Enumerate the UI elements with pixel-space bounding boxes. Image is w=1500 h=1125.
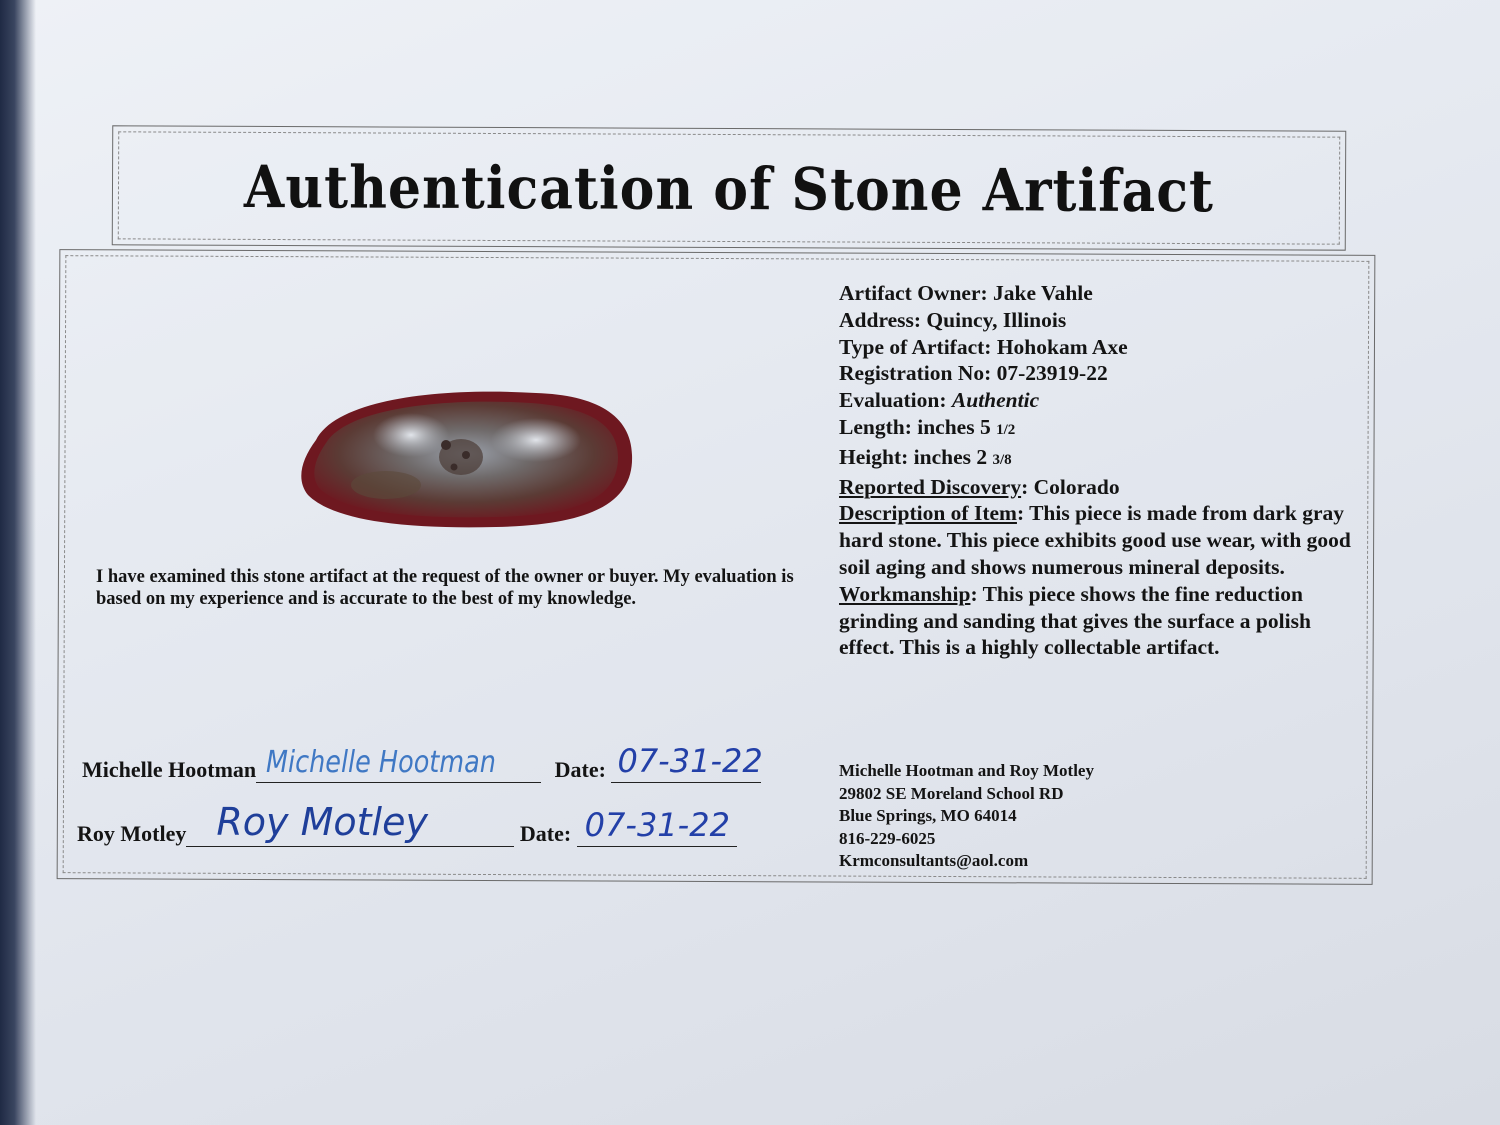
registration-row xyxy=(839,360,1359,387)
title-frame xyxy=(112,125,1347,250)
discovery-row xyxy=(839,474,1359,501)
type-value: Hohokam Axe xyxy=(996,334,1128,359)
owner-row xyxy=(839,280,1359,307)
height-fraction: 3/8 xyxy=(992,451,1012,468)
signature-row-roy xyxy=(77,800,737,847)
evaluation-label: Evaluation: xyxy=(839,388,947,413)
discovery-value: : Colorado xyxy=(1021,474,1120,499)
owner-value: Jake Vahle xyxy=(993,281,1093,305)
signature-line xyxy=(256,745,541,783)
artifact-details xyxy=(839,280,1359,661)
workmanship-paragraph xyxy=(839,581,1359,661)
handwritten-signature: Michelle Hootman xyxy=(266,745,497,780)
artifact-photo xyxy=(296,385,636,530)
contact-block xyxy=(839,760,1259,873)
discovery-label: Reported Discovery xyxy=(839,474,1022,499)
contact-names: Michelle Hootman and Roy Motley xyxy=(839,761,1094,780)
signature-row-michelle xyxy=(82,742,763,783)
description-paragraph xyxy=(839,500,1359,580)
date-label: Date: xyxy=(554,757,606,782)
length-label: Length: inches 5 xyxy=(839,414,991,439)
address-row xyxy=(839,307,1359,334)
contact-street: 29802 SE Moreland School RD xyxy=(839,783,1064,803)
length-row xyxy=(839,414,1359,444)
signer-name: Roy Motley xyxy=(77,821,187,846)
type-row xyxy=(839,334,1359,361)
workmanship-value: : This piece shows the fine reduction grinding and sanding that gives the surface a polish effect. This is a highly collectable artifact. xyxy=(839,581,1311,660)
address-label: Address: xyxy=(839,307,922,332)
address-value: Quincy, Illinois xyxy=(926,307,1067,332)
contact-city: Blue Springs, MO 64014 xyxy=(839,806,1017,825)
evaluation-row xyxy=(839,387,1359,414)
description-value: : This piece is made from dark gray hard stone. This piece exhibits good use wear, with good soil aging and shows numerous mineral deposits. xyxy=(839,501,1351,579)
type-label: Type of Artifact: xyxy=(839,334,992,359)
date-line xyxy=(577,806,737,847)
contact-phone: 816-229-6025 xyxy=(839,828,936,848)
date-label: Date: xyxy=(519,821,572,846)
registration-label: Registration No: xyxy=(839,361,992,386)
height-label: Height: inches 2 xyxy=(839,444,988,469)
handwritten-date: 07-31-22 xyxy=(584,806,730,844)
owner-label: Artifact Owner: xyxy=(839,281,988,305)
certificate-title: Authentication of Stone Artifact xyxy=(243,153,1215,226)
handwritten-date: 07-31-22 xyxy=(617,742,763,780)
registration-value: 07-23919-22 xyxy=(996,361,1108,386)
signature-line xyxy=(186,800,514,847)
signer-name: Michelle Hootman xyxy=(82,757,257,782)
contact-email: Krmconsultants@aol.com xyxy=(839,851,1029,870)
date-line xyxy=(611,742,763,783)
examiner-statement: I have examined this stone artifact at the request of the owner or buyer. My evaluation is based on my experience and is accurate to the best of my knowledge. xyxy=(96,567,794,609)
paper-edge xyxy=(0,0,36,1125)
evaluation-value: Authentic xyxy=(951,388,1040,413)
workmanship-label: Workmanship xyxy=(839,581,971,606)
height-row xyxy=(839,444,1359,474)
description-label: Description of Item xyxy=(839,501,1017,526)
length-fraction: 1/2 xyxy=(996,421,1016,438)
handwritten-signature: Roy Motley xyxy=(216,800,428,844)
